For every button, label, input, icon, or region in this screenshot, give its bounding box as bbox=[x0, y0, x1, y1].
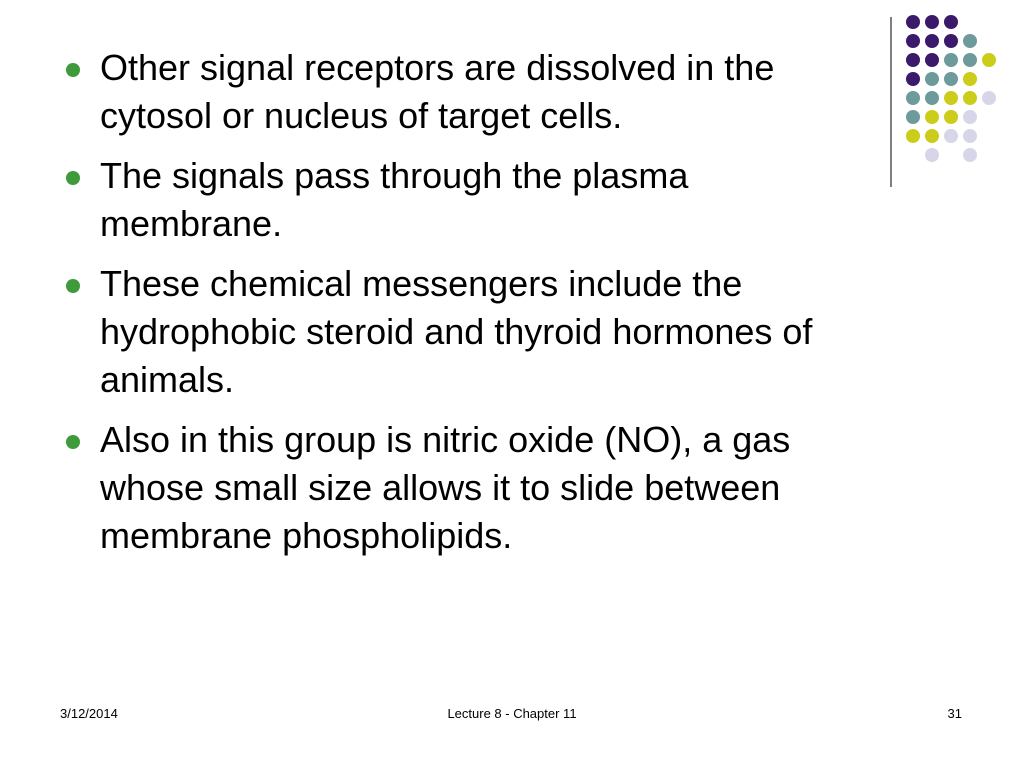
decorative-dot-icon bbox=[982, 53, 996, 67]
bullet-icon bbox=[66, 435, 80, 449]
decorative-dot-icon bbox=[925, 34, 939, 48]
decorative-dot-icon bbox=[963, 34, 977, 48]
decorative-dot-icon bbox=[963, 110, 977, 124]
decorative-dot-icon bbox=[925, 91, 939, 105]
decorative-dot-icon bbox=[906, 53, 920, 67]
bullet-text: Also in this group is nitric oxide (NO), a gas whose small size allows it to slide between membrane phospholipids. bbox=[100, 419, 791, 556]
decorative-dot-icon bbox=[925, 129, 939, 143]
vertical-divider bbox=[890, 17, 892, 187]
footer-page-number: 31 bbox=[947, 706, 962, 721]
decorative-dot-icon bbox=[925, 148, 939, 162]
decorative-dot-icon bbox=[963, 72, 977, 86]
decorative-dot-icon bbox=[944, 110, 958, 124]
bullet-text: Other signal receptors are dissolved in the cytosol or nucleus of target cells. bbox=[100, 47, 775, 136]
decorative-dot-icon bbox=[925, 15, 939, 29]
decorative-dot-icon bbox=[944, 34, 958, 48]
bullet-icon bbox=[66, 171, 80, 185]
decorative-dot-icon bbox=[906, 34, 920, 48]
decorative-dot-icon bbox=[963, 148, 977, 162]
decorative-dot-icon bbox=[925, 53, 939, 67]
decorative-dot-icon bbox=[906, 91, 920, 105]
bullet-text: These chemical messengers include the hydrophobic steroid and thyroid hormones of animals. bbox=[100, 263, 813, 400]
decorative-dot-icon bbox=[944, 91, 958, 105]
bullet-item bbox=[60, 152, 860, 248]
bullet-icon bbox=[66, 63, 80, 77]
decorative-dot-icon bbox=[982, 91, 996, 105]
decorative-dot-icon bbox=[906, 129, 920, 143]
decorative-dot-icon bbox=[925, 110, 939, 124]
decorative-dot-icon bbox=[963, 91, 977, 105]
decorative-dot-icon bbox=[963, 53, 977, 67]
decorative-dot-icon bbox=[944, 129, 958, 143]
decorative-dot-icon bbox=[906, 15, 920, 29]
decorative-dot-icon bbox=[944, 15, 958, 29]
bullet-list bbox=[60, 44, 860, 572]
bullet-icon bbox=[66, 279, 80, 293]
bullet-item bbox=[60, 260, 860, 404]
footer-date: 3/12/2014 bbox=[60, 706, 118, 721]
decorative-dot-grid bbox=[906, 15, 1006, 165]
decorative-dot-icon bbox=[963, 129, 977, 143]
decorative-dot-icon bbox=[944, 53, 958, 67]
decorative-dot-icon bbox=[906, 72, 920, 86]
bullet-item bbox=[60, 44, 860, 140]
decorative-dot-icon bbox=[925, 72, 939, 86]
footer-title: Lecture 8 - Chapter 11 bbox=[447, 706, 577, 721]
bullet-text: The signals pass through the plasma membrane. bbox=[100, 155, 689, 244]
bullet-item bbox=[60, 416, 860, 560]
decorative-dot-icon bbox=[906, 110, 920, 124]
decorative-dot-icon bbox=[944, 72, 958, 86]
